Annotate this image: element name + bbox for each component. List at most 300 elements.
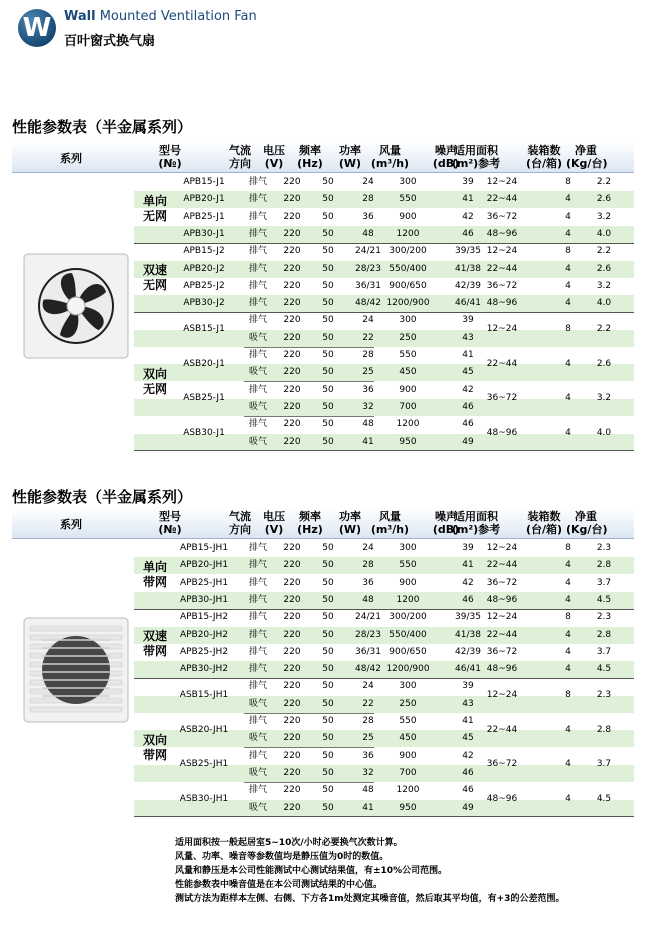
cell-area: 22~44 [486,263,518,274]
cell-freq: 50 [322,750,334,761]
table-row [134,226,634,243]
cell-power: 36/31 [355,280,381,291]
series-name-line: 无网 [142,277,167,292]
cell-power: 22 [362,332,374,343]
header-line: (m²)参考 [451,523,501,536]
cell-area: 22~44 [486,724,518,735]
header-pack [522,508,566,538]
cell-flow: 排气 [248,211,267,222]
cell-freq: 50 [322,560,334,571]
cell-weight: 3.7 [596,759,612,770]
header-series: 系列 [60,518,82,531]
section-title: 性能参数表（半金属系列） [12,488,193,506]
cell-weight: 3.7 [596,577,612,588]
cell-freq: 50 [322,436,334,447]
brand-title-en-rest: Mounted Ventilation Fan [95,9,257,24]
cell-power: 28/23 [355,263,381,274]
header-line: (dB) [432,523,460,536]
cell-freq: 50 [322,211,334,222]
cell-volume: 1200/900 [386,298,430,309]
cell-volt: 220 [283,332,301,343]
header-weight [566,508,606,538]
cell-freq: 50 [322,298,334,309]
cell-freq: 50 [322,716,334,726]
table-row [134,575,634,592]
cell-flow: 排气 [248,664,267,675]
cell-volume: 900 [399,577,417,588]
cell-weight: 2.6 [596,358,612,369]
header-line: 装箱数 [527,510,561,523]
cell-model: ASB25-JH1 [179,759,229,770]
header-line: (Hz) [297,157,323,170]
cell-flow: 吸气 [248,698,267,709]
cell-pack: 4 [565,298,571,309]
header-line: 装箱数 [527,144,561,157]
cell-freq: 50 [322,315,334,326]
cell-volume: 550 [399,560,417,571]
cell-pack: 4 [565,629,571,640]
cell-volt: 220 [283,177,301,187]
cell-noise: 42/39 [455,280,481,291]
cell-area: 48~96 [486,298,518,309]
header-voltage [256,142,292,172]
header-line: (dB) [432,157,460,170]
cell-model: ASB25-J1 [183,393,225,404]
cell-pack: 4 [565,427,571,438]
cell-volt: 220 [283,280,301,291]
brand-title-en [64,9,257,24]
cell-model: ASB20-J1 [183,358,225,369]
cell-volt: 220 [283,716,301,726]
cell-model: APB25-J1 [183,211,225,222]
cell-freq: 50 [322,246,334,257]
cell-noise: 39/35 [455,612,481,623]
cell-weight: 3.2 [596,211,612,222]
cell-flow: 排气 [248,384,267,395]
cell-area: 48~96 [486,664,518,675]
cell-freq: 50 [322,194,334,205]
cell-area: 48~96 [486,793,518,804]
cell-power: 24/21 [355,612,381,623]
cell-volume: 300/200 [389,612,427,623]
cell-freq: 50 [322,401,334,412]
brand-title-en-bold: Wall [64,9,96,24]
cell-model: APB25-J2 [183,280,225,291]
header-line: 净重 [575,510,597,523]
cell-noise: 42 [462,384,474,395]
cell-power: 28 [362,194,374,205]
cell-volt: 220 [283,594,301,605]
cell-noise: 41/38 [455,629,481,640]
cell-weight: 2.2 [596,246,612,257]
cell-weight: 4.5 [596,594,612,605]
cell-noise: 45 [462,733,474,744]
cell-power: 32 [362,401,374,412]
cell-power: 48/42 [355,298,381,309]
header-model [140,508,200,538]
cell-noise: 43 [462,698,474,709]
cell-freq: 50 [322,332,334,343]
header-line: 噪声 [435,510,457,523]
cell-flow: 排气 [248,681,267,692]
cell-volt: 220 [283,733,301,744]
cell-freq: 50 [322,681,334,692]
cell-noise: 41 [462,716,474,726]
cell-area: 12~24 [486,543,518,553]
cell-noise: 42 [462,750,474,761]
cell-pack: 4 [565,280,571,291]
cell-power: 48 [362,785,374,796]
cell-model: APB20-JH2 [179,629,229,640]
header-area [441,142,511,172]
cell-volume: 900/650 [389,646,427,657]
cell-flow: 排气 [248,263,267,274]
table-row [134,295,634,312]
cell-pack: 4 [565,263,571,274]
header-volume [360,508,420,538]
table-row [134,592,634,609]
header-line: (№) [158,157,182,170]
cell-power: 25 [362,733,374,744]
cell-weight: 2.6 [596,263,612,274]
cell-weight: 2.3 [596,543,612,553]
cell-freq: 50 [322,733,334,744]
cell-noise: 43 [462,332,474,343]
cell-area: 36~72 [486,280,518,291]
table-row [134,661,634,678]
cell-weight: 4.0 [596,228,612,239]
cell-power: 28/23 [355,629,381,640]
cell-freq: 50 [322,629,334,640]
cell-volume: 1200 [396,785,420,796]
cell-volt: 220 [283,263,301,274]
cell-volume: 550 [399,716,417,726]
cell-area: 48~96 [486,594,518,605]
cell-pack: 8 [565,543,571,553]
cell-area: 12~24 [486,246,518,257]
cell-volume: 550 [399,350,417,360]
cell-volt: 220 [283,785,301,796]
header-line: 方向 [229,523,251,536]
cell-flow: 排气 [248,177,267,187]
note-line: 性能参数表中噪音值是在本公司测试结果的中心值。 [175,880,383,890]
cell-noise: 41 [462,350,474,360]
header-line: (m²)参考 [451,157,501,170]
cell-volume: 300/200 [389,246,427,257]
series-name-line: 单向 [142,559,167,574]
cell-weight: 4.5 [596,664,612,675]
cell-volume: 300 [399,315,417,326]
cell-flow: 吸气 [248,802,267,813]
table-header [12,142,634,173]
cell-model: ASB20-JH1 [179,724,229,735]
cell-power: 36 [362,211,374,222]
cell-power: 25 [362,367,374,378]
cell-volume: 550/400 [389,629,427,640]
cell-area: 48~96 [486,427,518,438]
cell-volume: 250 [399,332,417,343]
cell-volume: 700 [399,401,417,412]
cell-volt: 220 [283,612,301,623]
cell-volume: 550/400 [389,263,427,274]
cell-pack: 8 [565,177,571,187]
cell-pack: 4 [565,793,571,804]
cell-model: APB30-JH1 [179,594,229,605]
table-row [134,261,634,278]
cell-power: 36 [362,750,374,761]
cell-noise: 39 [462,177,474,187]
table-row [134,243,634,260]
table-row [134,191,634,208]
cell-model: APB15-J1 [183,177,225,187]
cell-pack: 4 [565,560,571,571]
table-row [134,627,634,644]
cell-freq: 50 [322,280,334,291]
cell-model: APB15-JH1 [179,543,229,553]
cell-pack: 4 [565,211,571,222]
cell-flow: 排气 [248,315,267,326]
cell-power: 48/42 [355,664,381,675]
cell-volume: 1200 [396,228,420,239]
cell-volume: 950 [399,802,417,813]
cell-noise: 46 [462,594,474,605]
cell-flow: 排气 [248,228,267,239]
cell-model: ASB30-J1 [183,427,225,438]
cell-power: 36 [362,384,374,395]
cell-pack: 8 [565,324,571,335]
header-line: (Kg/台) [566,523,608,536]
section-title: 性能参数表（半金属系列） [12,118,193,136]
cell-pack: 4 [565,664,571,675]
header-line: 型号 [159,510,181,523]
cell-area: 12~24 [486,324,518,335]
header-line: (№) [158,523,182,536]
header-line: (m³/h) [370,157,410,170]
cell-noise: 42/39 [455,646,481,657]
header-line: 适用面积 [454,144,498,157]
cell-freq: 50 [322,698,334,709]
cell-volt: 220 [283,211,301,222]
cell-freq: 50 [322,177,334,187]
cell-power: 32 [362,767,374,778]
cell-volume: 1200 [396,594,420,605]
cell-flow: 排气 [248,560,267,571]
series-name [140,194,170,224]
brand-title-cn: 百叶窗式换气扇 [64,34,156,49]
cell-weight: 3.7 [596,646,612,657]
header-line: (Hz) [297,523,323,536]
series-name-line: 单向 [142,193,167,208]
cell-flow: 排气 [248,350,267,360]
cell-weight: 2.8 [596,560,612,571]
cell-pack: 4 [565,393,571,404]
cell-power: 24/21 [355,246,381,257]
cell-model: APB30-J1 [183,228,225,239]
cell-weight: 4.0 [596,298,612,309]
header-line: (W) [338,523,362,536]
cell-flow: 排气 [248,194,267,205]
cell-volt: 220 [283,646,301,657]
header-line: 净重 [575,144,597,157]
header-airflow [223,508,257,538]
cell-volt: 220 [283,436,301,447]
header-line: 电压 [263,510,285,523]
cell-noise: 49 [462,802,474,813]
cell-noise: 41/38 [455,263,481,274]
cell-noise: 46 [462,419,474,430]
cell-area: 22~44 [486,194,518,205]
cell-noise: 39 [462,681,474,692]
series-name-line: 无网 [142,381,167,396]
cell-volume: 300 [399,177,417,187]
cell-noise: 46 [462,401,474,412]
brand-logo: W [18,9,56,47]
note-line: 测试方法为距样本左侧、右侧、下方各1m处测定其噪音值，然后取其平均值，有+3的公差范围。 [175,894,565,904]
cell-volt: 220 [283,681,301,692]
header-line: (台/箱) [525,157,563,170]
header-line: 气流 [229,510,251,523]
header-line: (V) [264,157,284,170]
cell-flow: 吸气 [248,436,267,447]
cell-noise: 46/41 [455,298,481,309]
cell-volt: 220 [283,246,301,257]
cell-volume: 450 [399,733,417,744]
series-name-line: 双速 [142,628,167,643]
series-name-line: 带网 [142,574,167,589]
header-line: 型号 [159,144,181,157]
cell-flow: 排气 [248,785,267,796]
cell-model: APB15-J2 [183,246,225,257]
cell-volume: 900 [399,384,417,395]
cell-area: 12~24 [486,177,518,187]
series-name [140,629,170,659]
cell-pack: 4 [565,228,571,239]
cell-power: 28 [362,716,374,726]
header-line: (V) [264,523,284,536]
cell-noise: 45 [462,367,474,378]
note-line: 风量和静压是本公司性能测试中心测试结果值，有±10%公司范围。 [175,866,448,876]
cell-flow: 排气 [248,612,267,623]
header-airflow [223,142,257,172]
cell-volt: 220 [283,629,301,640]
cell-noise: 39 [462,315,474,326]
cell-volume: 550 [399,194,417,205]
cell-noise: 42 [462,211,474,222]
cell-noise: 41 [462,560,474,571]
cell-freq: 50 [322,263,334,274]
header-line: 风量 [379,510,401,523]
cell-area: 12~24 [486,612,518,623]
cell-noise: 42 [462,577,474,588]
table-row [134,557,634,574]
note-line: 风量、功率、噪音等参数值均是静压值为0时的数值。 [175,852,389,862]
cell-volt: 220 [283,543,301,553]
cell-freq: 50 [322,664,334,675]
table-row [134,644,634,661]
cell-volt: 220 [283,802,301,813]
cell-volt: 220 [283,298,301,309]
cell-model: APB20-J1 [183,194,225,205]
cell-pack: 4 [565,724,571,735]
header-line: 频率 [299,510,321,523]
cell-model: APB20-JH1 [179,560,229,571]
header-line: 风量 [379,144,401,157]
cell-model: APB20-J2 [183,263,225,274]
header-line: 适用面积 [454,510,498,523]
cell-noise: 49 [462,436,474,447]
table-row [134,174,634,191]
table-row [134,609,634,626]
notes [175,836,635,906]
cell-flow: 吸气 [248,767,267,778]
cell-volt: 220 [283,384,301,395]
table-header [12,508,634,539]
series-name-line: 双速 [142,262,167,277]
cell-volume: 1200 [396,419,420,430]
series-name-line: 无网 [142,208,167,223]
cell-pack: 8 [565,612,571,623]
cell-freq: 50 [322,785,334,796]
cell-volume: 300 [399,681,417,692]
cell-volume: 700 [399,767,417,778]
cell-model: APB25-JH2 [179,646,229,657]
cell-volt: 220 [283,315,301,326]
note-line: 适用面积按一般起居室5~10次/小时必要换气次数计算。 [175,838,403,848]
cell-freq: 50 [322,577,334,588]
header-line: (台/箱) [525,523,563,536]
cell-model: APB30-J2 [183,298,225,309]
cell-noise: 46 [462,785,474,796]
cell-flow: 排气 [248,298,267,309]
cell-flow: 排气 [248,577,267,588]
cell-power: 48 [362,419,374,430]
cell-area: 48~96 [486,228,518,239]
cell-pack: 4 [565,646,571,657]
cell-flow: 吸气 [248,332,267,343]
cell-flow: 排气 [248,750,267,761]
cell-freq: 50 [322,646,334,657]
series-name-line: 双向 [142,732,167,747]
cell-power: 24 [362,177,374,187]
header-frequency [290,142,330,172]
cell-weight: 2.8 [596,724,612,735]
header-frequency [290,508,330,538]
cell-volume: 900/650 [389,280,427,291]
header-line: (m³/h) [370,523,410,536]
cell-flow: 吸气 [248,733,267,744]
cell-pack: 4 [565,194,571,205]
cell-weight: 3.2 [596,393,612,404]
cell-noise: 46 [462,228,474,239]
cell-power: 24 [362,681,374,692]
cell-power: 24 [362,543,374,553]
header-line: 气流 [229,144,251,157]
header-line: (Kg/台) [566,157,608,170]
series-name [140,733,170,763]
cell-volume: 300 [399,543,417,553]
cell-power: 41 [362,802,374,813]
cell-power: 41 [362,436,374,447]
cell-noise: 46/41 [455,664,481,675]
cell-power: 48 [362,228,374,239]
cell-freq: 50 [322,767,334,778]
cell-area: 36~72 [486,577,518,588]
cell-flow: 排气 [248,419,267,430]
cell-area: 36~72 [486,393,518,404]
cell-volume: 950 [399,436,417,447]
cell-freq: 50 [322,594,334,605]
cell-volume: 250 [399,698,417,709]
